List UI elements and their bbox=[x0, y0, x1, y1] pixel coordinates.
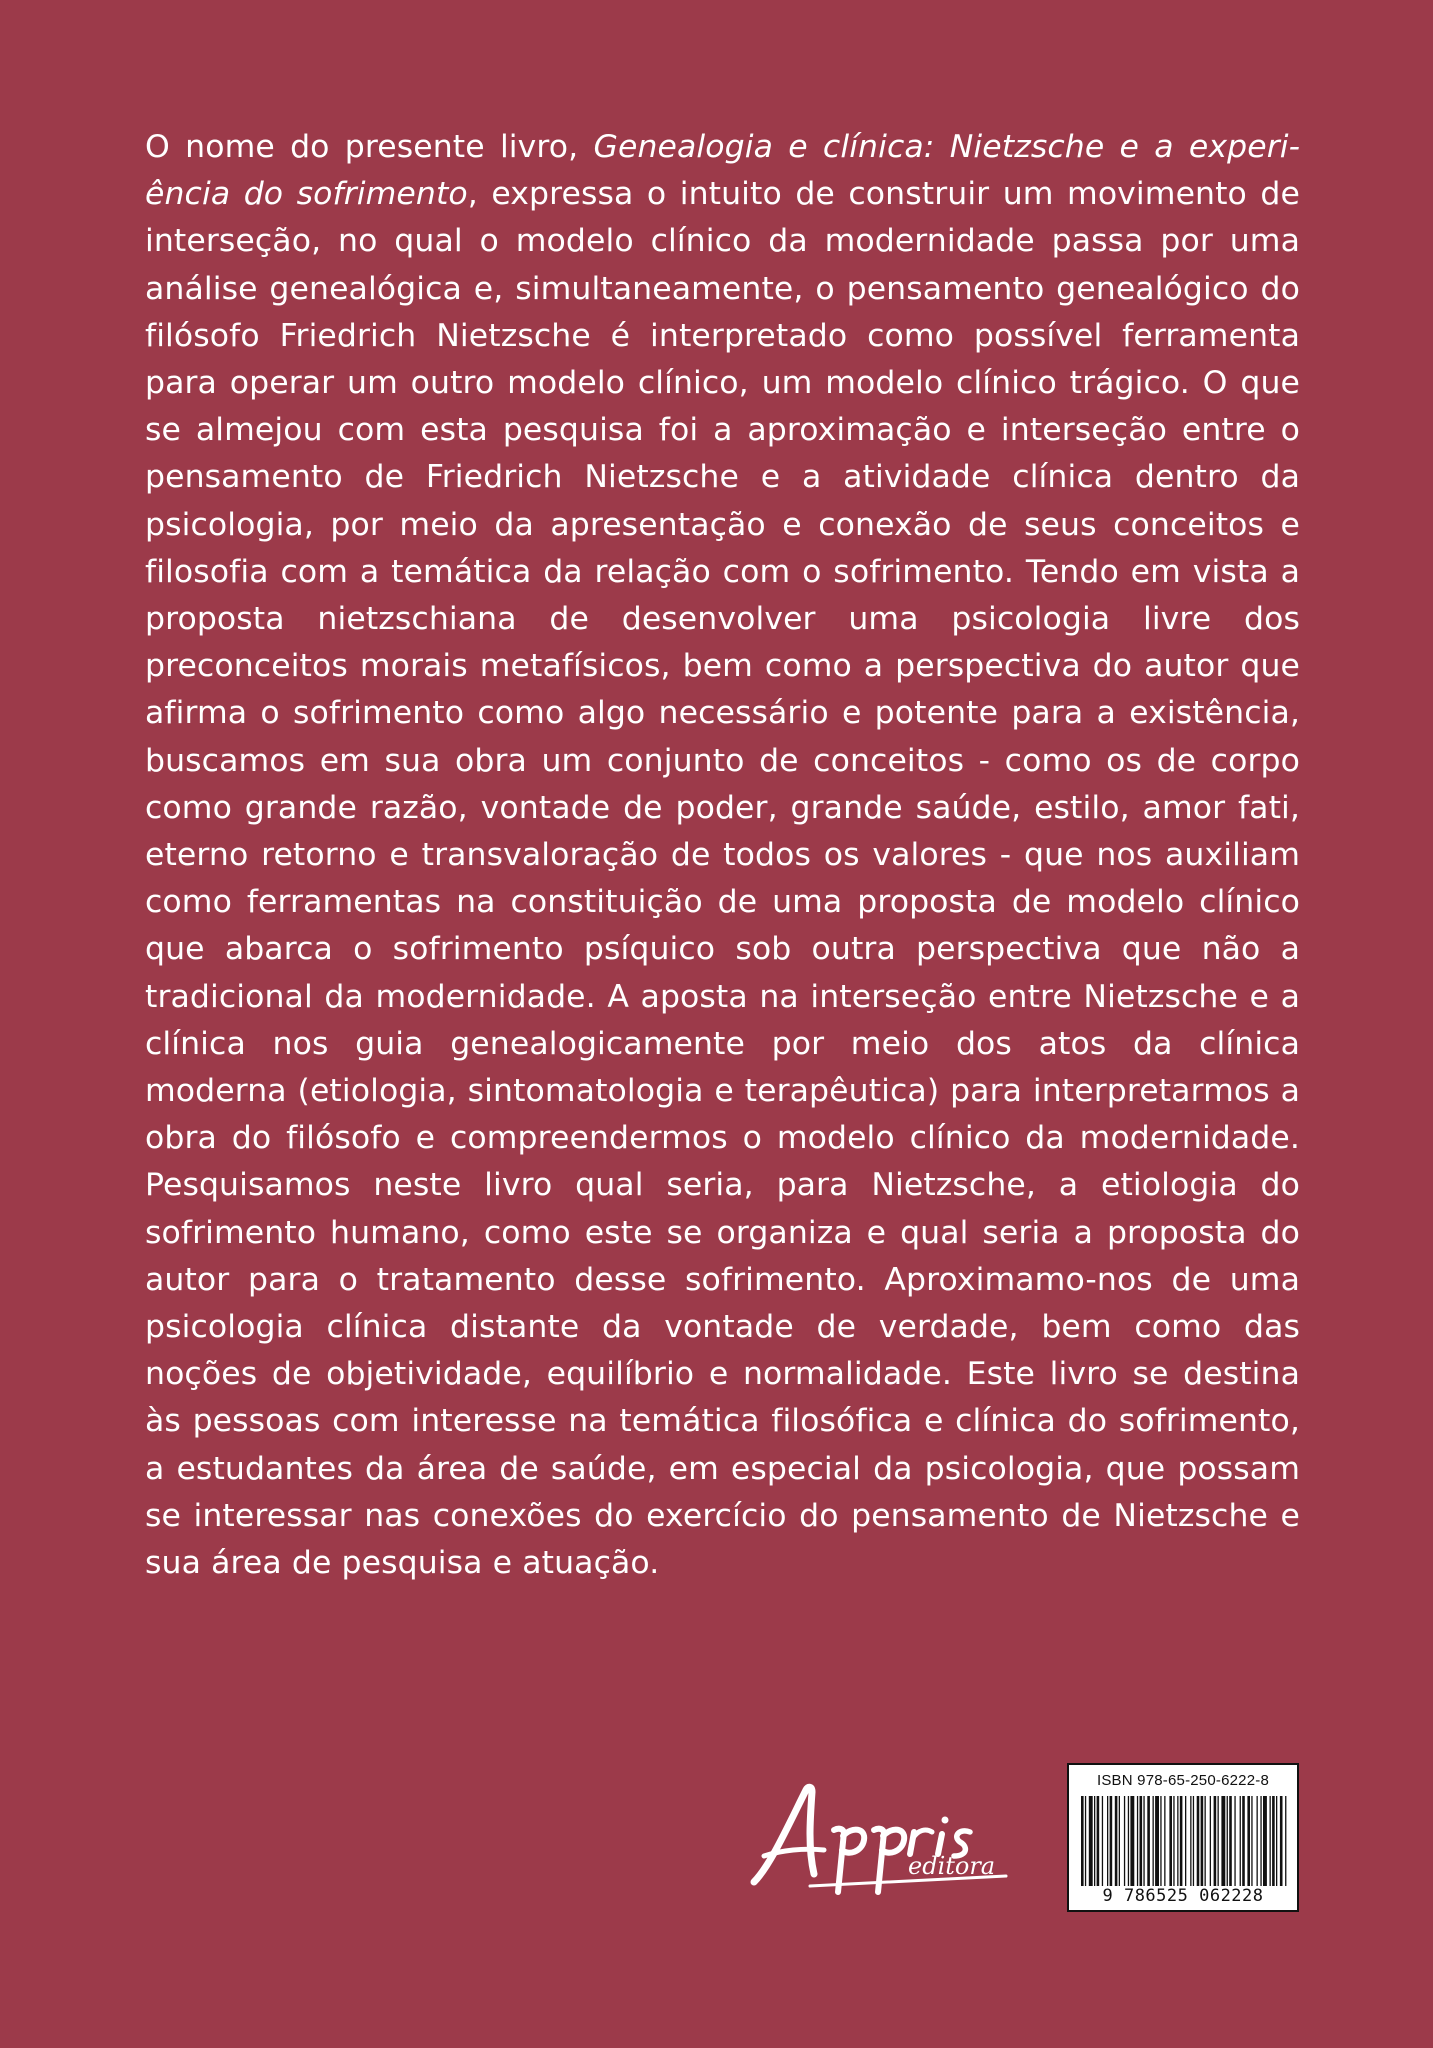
isbn-label: ISBN 978-65-250-6222-8 bbox=[1096, 1772, 1269, 1789]
barcode-bar bbox=[1110, 1796, 1113, 1891]
barcode-bar bbox=[1169, 1796, 1172, 1891]
barcode-bar bbox=[1128, 1796, 1129, 1891]
barcode-bar bbox=[1137, 1796, 1138, 1891]
barcode-bar bbox=[1153, 1796, 1154, 1891]
barcode-bars bbox=[1081, 1796, 1289, 1891]
barcode-bar bbox=[1197, 1796, 1200, 1891]
synopsis-text bbox=[145, 124, 1300, 1587]
barcode-bar bbox=[1140, 1796, 1143, 1891]
barcode-bar bbox=[1085, 1796, 1086, 1891]
barcode-bar bbox=[1221, 1796, 1225, 1891]
barcode-bar bbox=[1124, 1796, 1125, 1891]
barcode-bar bbox=[1214, 1796, 1217, 1891]
synopsis-intro: O nome do presente livro, bbox=[145, 129, 594, 165]
barcode-bar bbox=[1205, 1796, 1206, 1891]
isbn-barcode bbox=[1067, 1763, 1299, 1912]
barcode-bar bbox=[1227, 1796, 1228, 1891]
barcode-bar bbox=[1285, 1796, 1286, 1891]
barcode-bar bbox=[1234, 1796, 1235, 1891]
book-title-italic: Genealogia e clínica: Nietzsche e a experiência do sofrimento bbox=[145, 129, 1300, 213]
barcode-bar bbox=[1218, 1796, 1219, 1891]
barcode-bar bbox=[1097, 1796, 1100, 1891]
barcode-bar bbox=[1089, 1796, 1093, 1891]
barcode-bar bbox=[1173, 1796, 1174, 1891]
barcode-bar bbox=[1147, 1796, 1150, 1891]
barcode-bar bbox=[1247, 1796, 1250, 1891]
barcode-bar bbox=[1276, 1796, 1277, 1891]
barcode-bar bbox=[1210, 1796, 1211, 1891]
barcode-bar bbox=[1143, 1796, 1144, 1891]
appris-logo bbox=[748, 1776, 1010, 1896]
barcode-bar bbox=[1115, 1796, 1118, 1891]
barcode-bar bbox=[1201, 1796, 1204, 1891]
barcode-bar bbox=[1119, 1796, 1120, 1891]
barcode-bar bbox=[1185, 1796, 1186, 1891]
barcode-bar bbox=[1229, 1796, 1232, 1891]
barcode-bar bbox=[1190, 1796, 1191, 1891]
barcode-bar bbox=[1164, 1796, 1165, 1891]
barcode-bar bbox=[1257, 1796, 1258, 1891]
barcode-bar bbox=[1251, 1796, 1252, 1891]
barcode-bar bbox=[1242, 1796, 1245, 1891]
barcode-bar bbox=[1260, 1796, 1261, 1891]
barcode-digits: 9 786525 062228 bbox=[1071, 1886, 1295, 1906]
barcode-bar bbox=[1160, 1796, 1161, 1891]
barcode-bar bbox=[1240, 1796, 1241, 1891]
barcode-bar bbox=[1263, 1796, 1267, 1891]
barcode-bar bbox=[1270, 1796, 1271, 1891]
barcode-bar bbox=[1094, 1796, 1095, 1891]
barcode-bar bbox=[1081, 1796, 1084, 1891]
barcode-bar bbox=[1177, 1796, 1178, 1891]
barcode-bar bbox=[1180, 1796, 1183, 1891]
publisher-subtitle: editora bbox=[908, 1852, 996, 1880]
barcode-bar bbox=[1107, 1796, 1108, 1891]
barcode-bar bbox=[1155, 1796, 1159, 1891]
synopsis-body: , expressa o intuito de construir um movimento de interseção, no qual o modelo clínico da modernidade passa por uma análise genealógica e, simultaneamente, o pensamento genealógico do filósofo Friedrich Nietzsche é interpretado como possível ferramenta para operar um outro modelo clínico, um modelo clínico trágico. O que se almejou com esta pesquisa foi a aproximação e interseção entre o pensamento de Friedrich Nietzsche e a atividade clínica dentro da psicologia, por meio da apresentação e conexão de seus conceitos e filosofia com a temática da relação com o sofrimento. Tendo em vista a proposta nietzschiana de desenvolver uma psicologia livre dos preconceitos morais metafísicos, bem como a perspectiva do autor que afirma o sofrimento como algo necessário e potente para a existência, buscamos em sua obra um conjunto de conceitos - como os de corpo como grande razão, vontade de poder, grande saúde, estilo, amor fati, eterno retorno e transvaloração de todos os valores - que nos auxiliam como ferramentas na constituição de uma proposta de modelo clínico que abarca o sofrimento psíquico sob outra perspectiva que não a tradicional da modernidade. A aposta na interseção entre Nietzsche e a clínica nos guia genealogicamente por meio dos atos da clínica moderna (etiologia, sintomatologia e terapêutica) para interpretarmos a obra do filósofo e compreendermos o modelo clínico da modernidade. Pesquisamos neste livro qual seria, para Nietzsche, a etiologia do sofrimento humano, como este se organiza e qual seria a proposta do autor para o tratamento desse sofrimento. Aproximamo-nos de uma psicologia clínica distante da vontade de verdade, bem como das noções de objetividade, equilíbrio e normalidade. Este livro se destina às pessoas com interesse na temática filosófica e clínica do sofrimento, a estudantes da área de saúde, em especial da psicologia, que possam se interessar nas conexões do exercício do pensamento de Nietzsche e sua área de pesquisa e atuação. bbox=[145, 176, 1300, 1582]
barcode-bar bbox=[1130, 1796, 1134, 1891]
barcode-bar bbox=[1102, 1796, 1103, 1891]
barcode-bar bbox=[1272, 1796, 1275, 1891]
barcode-bar bbox=[1193, 1796, 1194, 1891]
barcode-bar bbox=[1280, 1796, 1283, 1891]
